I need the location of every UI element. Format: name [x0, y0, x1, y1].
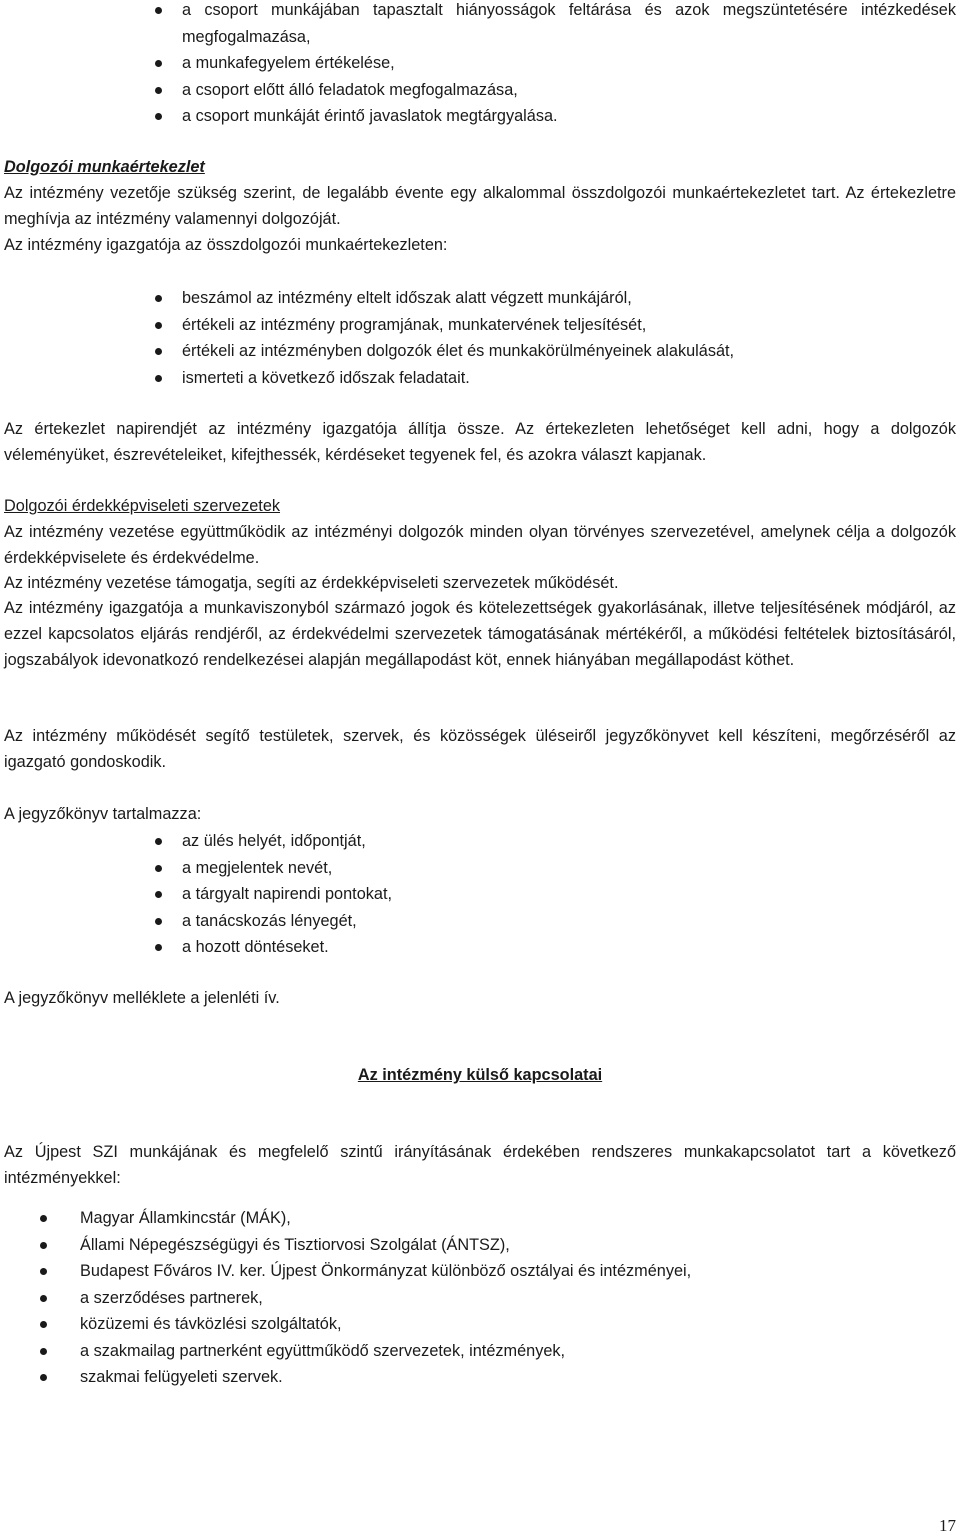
bullet-icon	[155, 348, 162, 355]
list-item: a hozott döntéseket.	[182, 934, 960, 961]
list-item: ismerteti a következő időszak feladatait.	[182, 365, 960, 392]
list-item: a tanácskozás lényegét,	[182, 908, 960, 935]
bullet-icon	[155, 891, 162, 898]
bullet-icon	[155, 944, 162, 951]
minutes-contents-label: A jegyzőkönyv tartalmazza:	[4, 805, 202, 823]
bullet-icon	[155, 7, 162, 14]
director-duties-list	[182, 285, 960, 391]
external-intro-paragraph: Az Újpest SZI munkájának és megfelelő szintű irányításának érdekében rendszeres munkakapcsolatot tart a következő intézményekkel:	[4, 1143, 956, 1187]
bullet-icon	[40, 1348, 47, 1355]
bullet-icon	[155, 295, 162, 302]
bullet-icon	[155, 113, 162, 120]
staff-meeting-heading: Dolgozói munkaértekezlet	[4, 158, 205, 176]
bullet-icon	[155, 918, 162, 925]
list-item: közüzemi és távközlési szolgáltatók,	[80, 1311, 940, 1338]
bullet-icon	[40, 1321, 47, 1328]
list-item: szakmai felügyeleti szervek.	[80, 1364, 940, 1391]
minutes-paragraph: Az intézmény működését segítő testületek, szervek, és közösségek üléseiről jegyzőkönyvet kell készíteni, megőrzéséről az igazgató gondoskodik.	[4, 727, 956, 771]
list-item: értékeli az intézmény programjának, munkatervének teljesítését,	[182, 312, 960, 339]
bullet-icon	[155, 87, 162, 94]
bullet-icon	[155, 865, 162, 872]
minutes-contents-list	[182, 828, 960, 961]
partner-institutions-list	[80, 1205, 940, 1391]
list-item: beszámol az intézmény eltelt időszak alatt végzett munkájáról,	[182, 285, 960, 312]
list-item: a csoport munkájában tapasztalt hiányosságok feltárása és azok megszüntetésére intézkedések megfogalmazása,	[182, 0, 956, 50]
list-item: a csoport előtt álló feladatok megfogalmazása,	[182, 77, 956, 104]
representation-paragraph-2: Az intézmény vezetése támogatja, segíti az érdekképviseleti szervezetek működését.	[4, 574, 619, 592]
list-item: a szerződéses partnerek,	[80, 1285, 940, 1312]
group-tasks-list	[182, 0, 956, 130]
representation-heading: Dolgozói érdekképviseleti szervezetek	[4, 497, 281, 515]
list-item: a tárgyalt napirendi pontokat,	[182, 881, 960, 908]
bullet-icon	[40, 1374, 47, 1381]
list-item: az ülés helyét, időpontját,	[182, 828, 960, 855]
page-number: 17	[939, 1516, 956, 1535]
staff-meeting-director-intro: Az intézmény igazgatója az összdolgozói munkaértekezleten:	[4, 236, 448, 254]
list-item: Magyar Államkincstár (MÁK),	[80, 1205, 940, 1232]
representation-paragraph-1: Az intézmény vezetése együttműködik az intézményi dolgozók minden olyan törvényes szervezetével, amelynek célja a dolgozók érdekképviselete és érdekvédelme.	[4, 523, 956, 567]
minutes-annex: A jegyzőkönyv melléklete a jelenléti ív.	[4, 989, 280, 1007]
staff-meeting-paragraph: Az intézmény vezetője szükség szerint, de legalább évente egy alkalommal összdolgozói munkaértekezletet tart. Az értekezletre meghívja az intézmény valamennyi dolgozóját.	[4, 184, 956, 228]
bullet-icon	[40, 1242, 47, 1249]
bullet-icon	[40, 1215, 47, 1222]
list-item: a megjelentek nevét,	[182, 855, 960, 882]
bullet-icon	[40, 1295, 47, 1302]
bullet-icon	[155, 60, 162, 67]
list-item: a csoport munkáját érintő javaslatok megtárgyalása.	[182, 103, 956, 130]
bullet-icon	[155, 322, 162, 329]
list-item: a szakmailag partnerként együttműködő szervezetek, intézmények,	[80, 1338, 940, 1365]
list-item: a munkafegyelem értékelése,	[182, 50, 956, 77]
list-item: értékeli az intézményben dolgozók élet és munkakörülményeinek alakulását,	[182, 338, 960, 365]
agenda-paragraph: Az értekezlet napirendjét az intézmény igazgatója állítja össze. Az értekezleten lehetőséget kell adni, hogy a dolgozók véleményüket, észrevételeiket, kifejthessék, kérdéseket tegyenek fel, és azokra választ kapjanak.	[4, 420, 956, 464]
representation-paragraph-3: Az intézmény igazgatója a munkaviszonyból származó jogok és kötelezettségek gyakorlásának, illetve teljesítésének módjáról, az ezzel kapcsolatos eljárás rendjéről, az érdekvédelmi szervezetek támogatásának mértékéről, a működési feltételek biztosításáról, jogszabályok idevonatkozó rendelkezései alapján megállapodást köt, ennek hiányában megállapodást köthet.	[4, 599, 956, 669]
bullet-icon	[155, 838, 162, 845]
bullet-icon	[155, 375, 162, 382]
list-item: Budapest Főváros IV. ker. Újpest Önkormányzat különböző osztályai és intézményei,	[80, 1258, 940, 1285]
list-item: Állami Népegészségügyi és Tisztiorvosi Szolgálat (ÁNTSZ),	[80, 1232, 940, 1259]
bullet-icon	[40, 1268, 47, 1275]
section-title: Az intézmény külső kapcsolatai	[357, 1066, 603, 1084]
